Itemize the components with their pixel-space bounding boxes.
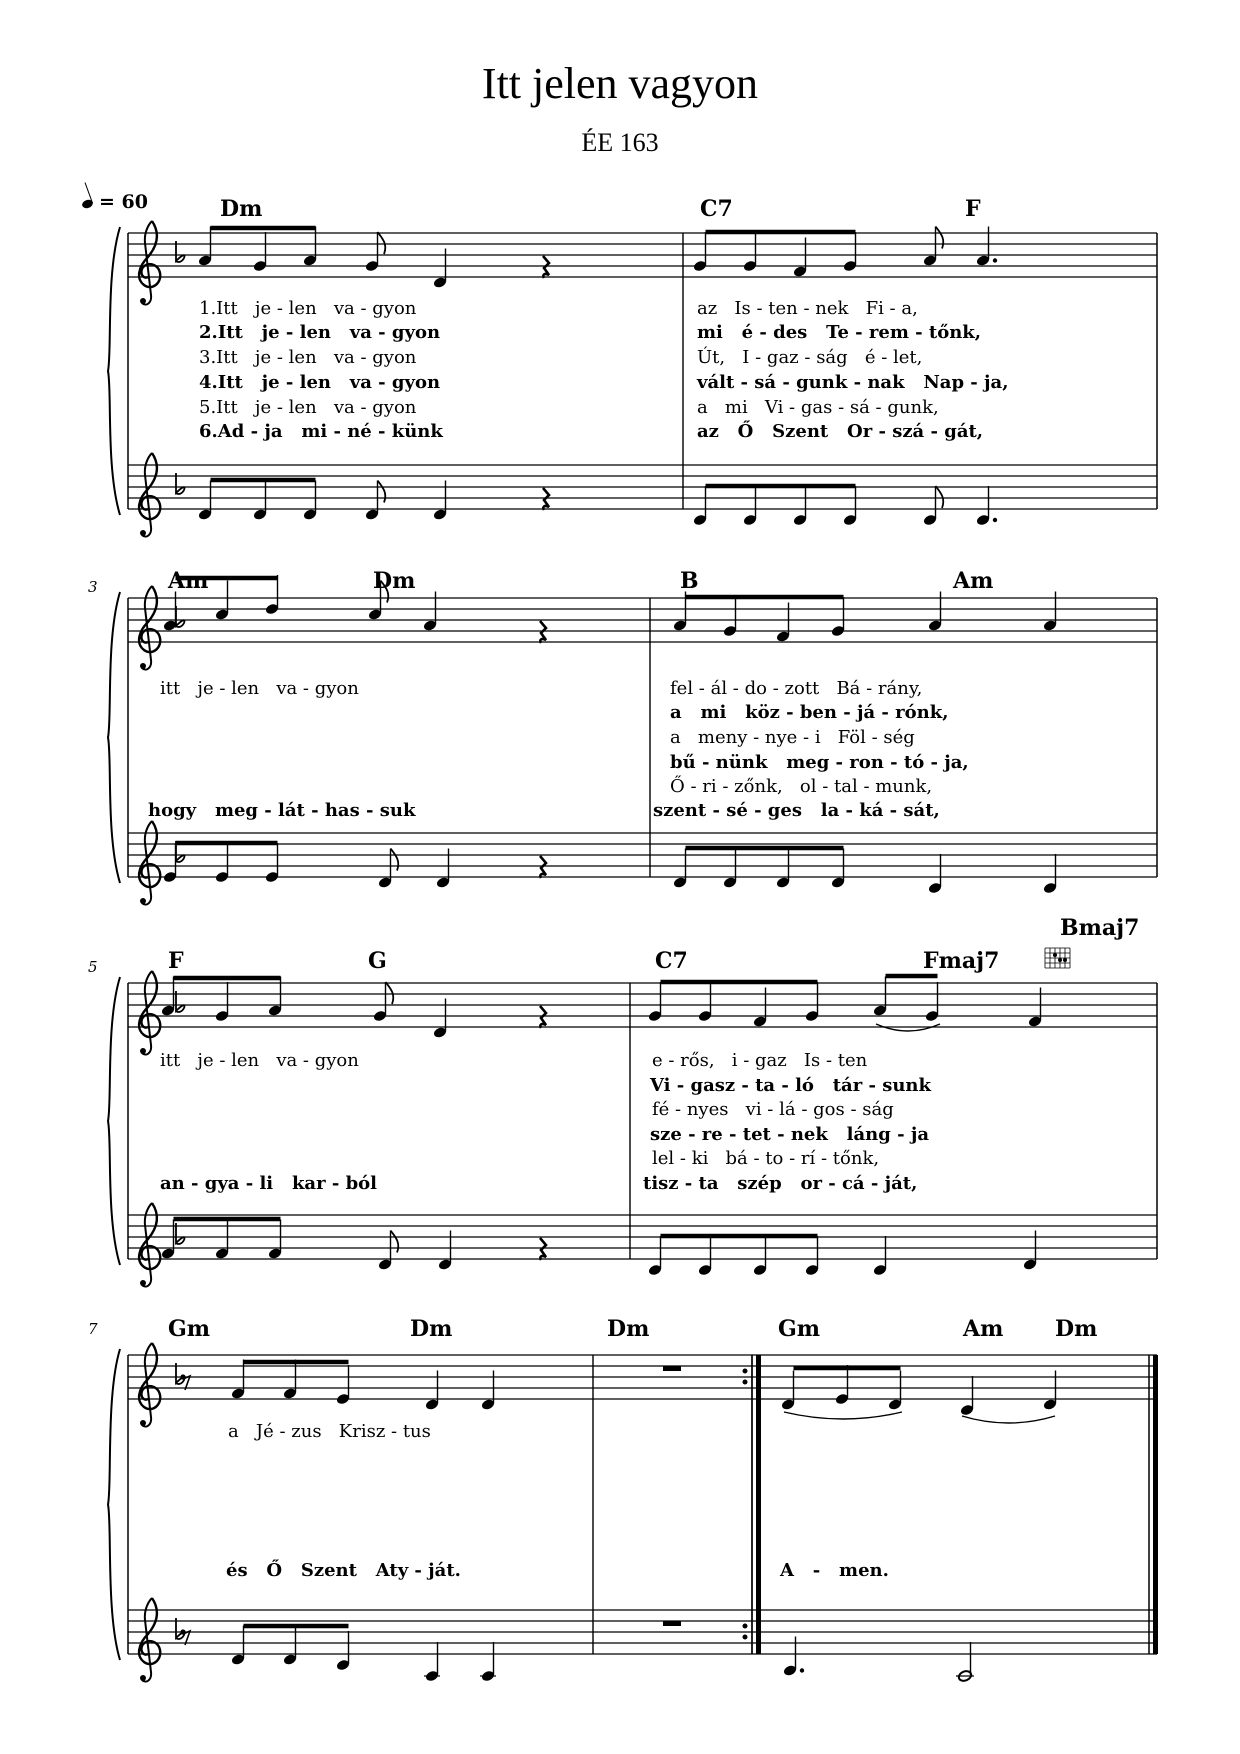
note-flag <box>381 581 389 603</box>
lyric-line: lel - ki bá - to - rí - tőnk, <box>652 1148 880 1169</box>
lyric-line: bű - nünk meg - ron - tó - ja, <box>670 752 969 773</box>
note-dot <box>993 258 997 262</box>
chord-symbol: B <box>680 568 699 594</box>
chord-symbol: Dm <box>410 1316 453 1342</box>
chord-diagram-dot <box>1053 953 1057 957</box>
brace <box>108 227 120 515</box>
lyric-line: vált - sá - gunk - nak Nap - ja, <box>697 372 1009 393</box>
lyric-line: 2.Itt je - len va - gyon <box>199 322 441 343</box>
brace <box>108 592 120 883</box>
lyric-line: Út, I - gaz - ság é - let, <box>697 347 923 368</box>
brace <box>108 1349 120 1660</box>
repeat-dot <box>743 1624 748 1629</box>
lyric-line: itt je - len va - gyon <box>160 1050 359 1071</box>
slur <box>962 1416 1055 1423</box>
chord-symbol: F <box>168 948 184 974</box>
chord-symbol: Dm <box>1055 1316 1098 1342</box>
measure-number: 5 <box>88 958 98 976</box>
final-bar-line <box>1153 1355 1158 1654</box>
page-subtitle: ÉE 163 <box>581 128 659 157</box>
lyric-line: A - men. <box>780 1560 889 1581</box>
measure-number: 7 <box>88 1320 98 1338</box>
lyric-line: 3.Itt je - len va - gyon <box>199 347 417 368</box>
chord-symbol: Dm <box>373 568 416 594</box>
rest-icon <box>543 256 549 278</box>
lyric-line: a meny - nye - i Föl - ség <box>670 727 915 748</box>
chord-symbol: C7 <box>700 196 733 222</box>
rest-icon <box>540 1238 546 1260</box>
repeat-dot <box>743 1369 748 1374</box>
chord-symbol: F <box>965 196 981 222</box>
chord-symbol: Am <box>168 568 209 594</box>
chord-symbol: Am <box>963 1316 1004 1342</box>
rest-icon <box>540 856 546 878</box>
lyric-line: Ő - ri - zőnk, ol - tal - munk, <box>670 776 933 797</box>
rest-icon <box>540 1006 546 1028</box>
lyric-line: itt je - len va - gyon <box>160 678 359 699</box>
repeat-dot <box>743 1380 748 1385</box>
page-title: Itt jelen vagyon <box>481 59 759 108</box>
note-dot <box>993 518 997 522</box>
lyric-line: 6.Ad - ja mi - né - künk <box>199 421 443 442</box>
chord-symbol: Dm <box>607 1316 650 1342</box>
chord-symbol: Gm <box>168 1316 211 1342</box>
lyric-line: 5.Itt je - len va - gyon <box>199 397 417 418</box>
chord-symbol: Dm <box>220 196 263 222</box>
lyric-line: az Is - ten - nek Fi - a, <box>697 298 918 319</box>
lyric-line: hogy meg - lát - has - suk <box>148 800 416 821</box>
note-flag <box>391 849 399 871</box>
whole-rest-icon <box>663 1366 681 1371</box>
lyric-line: tisz - ta szép or - cá - ját, <box>643 1173 918 1194</box>
repeat-bar-line <box>756 1355 761 1654</box>
chord-symbol: Gm <box>778 1316 821 1342</box>
lyric-line: az Ő Szent Or - szá - gát, <box>697 421 984 442</box>
chord-diagram-dot <box>1058 958 1062 962</box>
lyric-line: fé - nyes vi - lá - gos - ság <box>652 1099 894 1120</box>
chord-diagram-dot <box>1063 958 1067 962</box>
note-flag <box>936 486 944 508</box>
lyric-line: a mi Vi - gas - sá - gunk, <box>697 397 939 418</box>
rest-icon <box>543 488 549 510</box>
rest-icon <box>540 621 546 643</box>
chord-symbol: Am <box>953 568 994 594</box>
note-dot <box>800 1668 804 1672</box>
note-flag <box>378 481 386 503</box>
lyric-line: an - gya - li kar - ból <box>160 1173 377 1194</box>
lyric-line: 4.Itt je - len va - gyon <box>199 372 441 393</box>
chord-symbol: Fmaj7 <box>923 948 1000 974</box>
note-flag <box>378 232 386 254</box>
note-flag <box>391 1231 399 1253</box>
lyric-line: mi é - des Te - rem - tőnk, <box>697 322 982 343</box>
measure-number: 3 <box>88 578 98 596</box>
lyric-line: a Jé - zus Krisz - tus <box>228 1421 431 1442</box>
chord-symbol: Bmaj7 <box>1060 915 1140 941</box>
lyric-line: 1.Itt je - len va - gyon <box>199 298 417 319</box>
slur <box>784 1412 902 1419</box>
brace <box>108 977 120 1265</box>
lyric-line: fel - ál - do - zott Bá - rány, <box>670 678 923 699</box>
chord-symbol: G <box>368 948 387 974</box>
whole-rest-icon <box>663 1621 681 1626</box>
lyric-line: sze - re - tet - nek láng - ja <box>650 1124 929 1145</box>
chord-symbol: C7 <box>655 948 688 974</box>
note-flag <box>386 982 394 1004</box>
note-flag <box>936 227 944 249</box>
lyric-line: és Ő Szent Aty - ját. <box>226 1560 461 1581</box>
tempo-value: = 60 <box>99 191 148 213</box>
lyric-line: e - rős, i - gaz Is - ten <box>652 1050 868 1071</box>
lyric-line: a mi köz - ben - já - rónk, <box>670 702 949 723</box>
lyric-line: Vi - gasz - ta - ló tár - sunk <box>650 1075 931 1096</box>
lyric-line: szent - sé - ges la - ká - sát, <box>653 800 940 821</box>
repeat-dot <box>743 1635 748 1640</box>
